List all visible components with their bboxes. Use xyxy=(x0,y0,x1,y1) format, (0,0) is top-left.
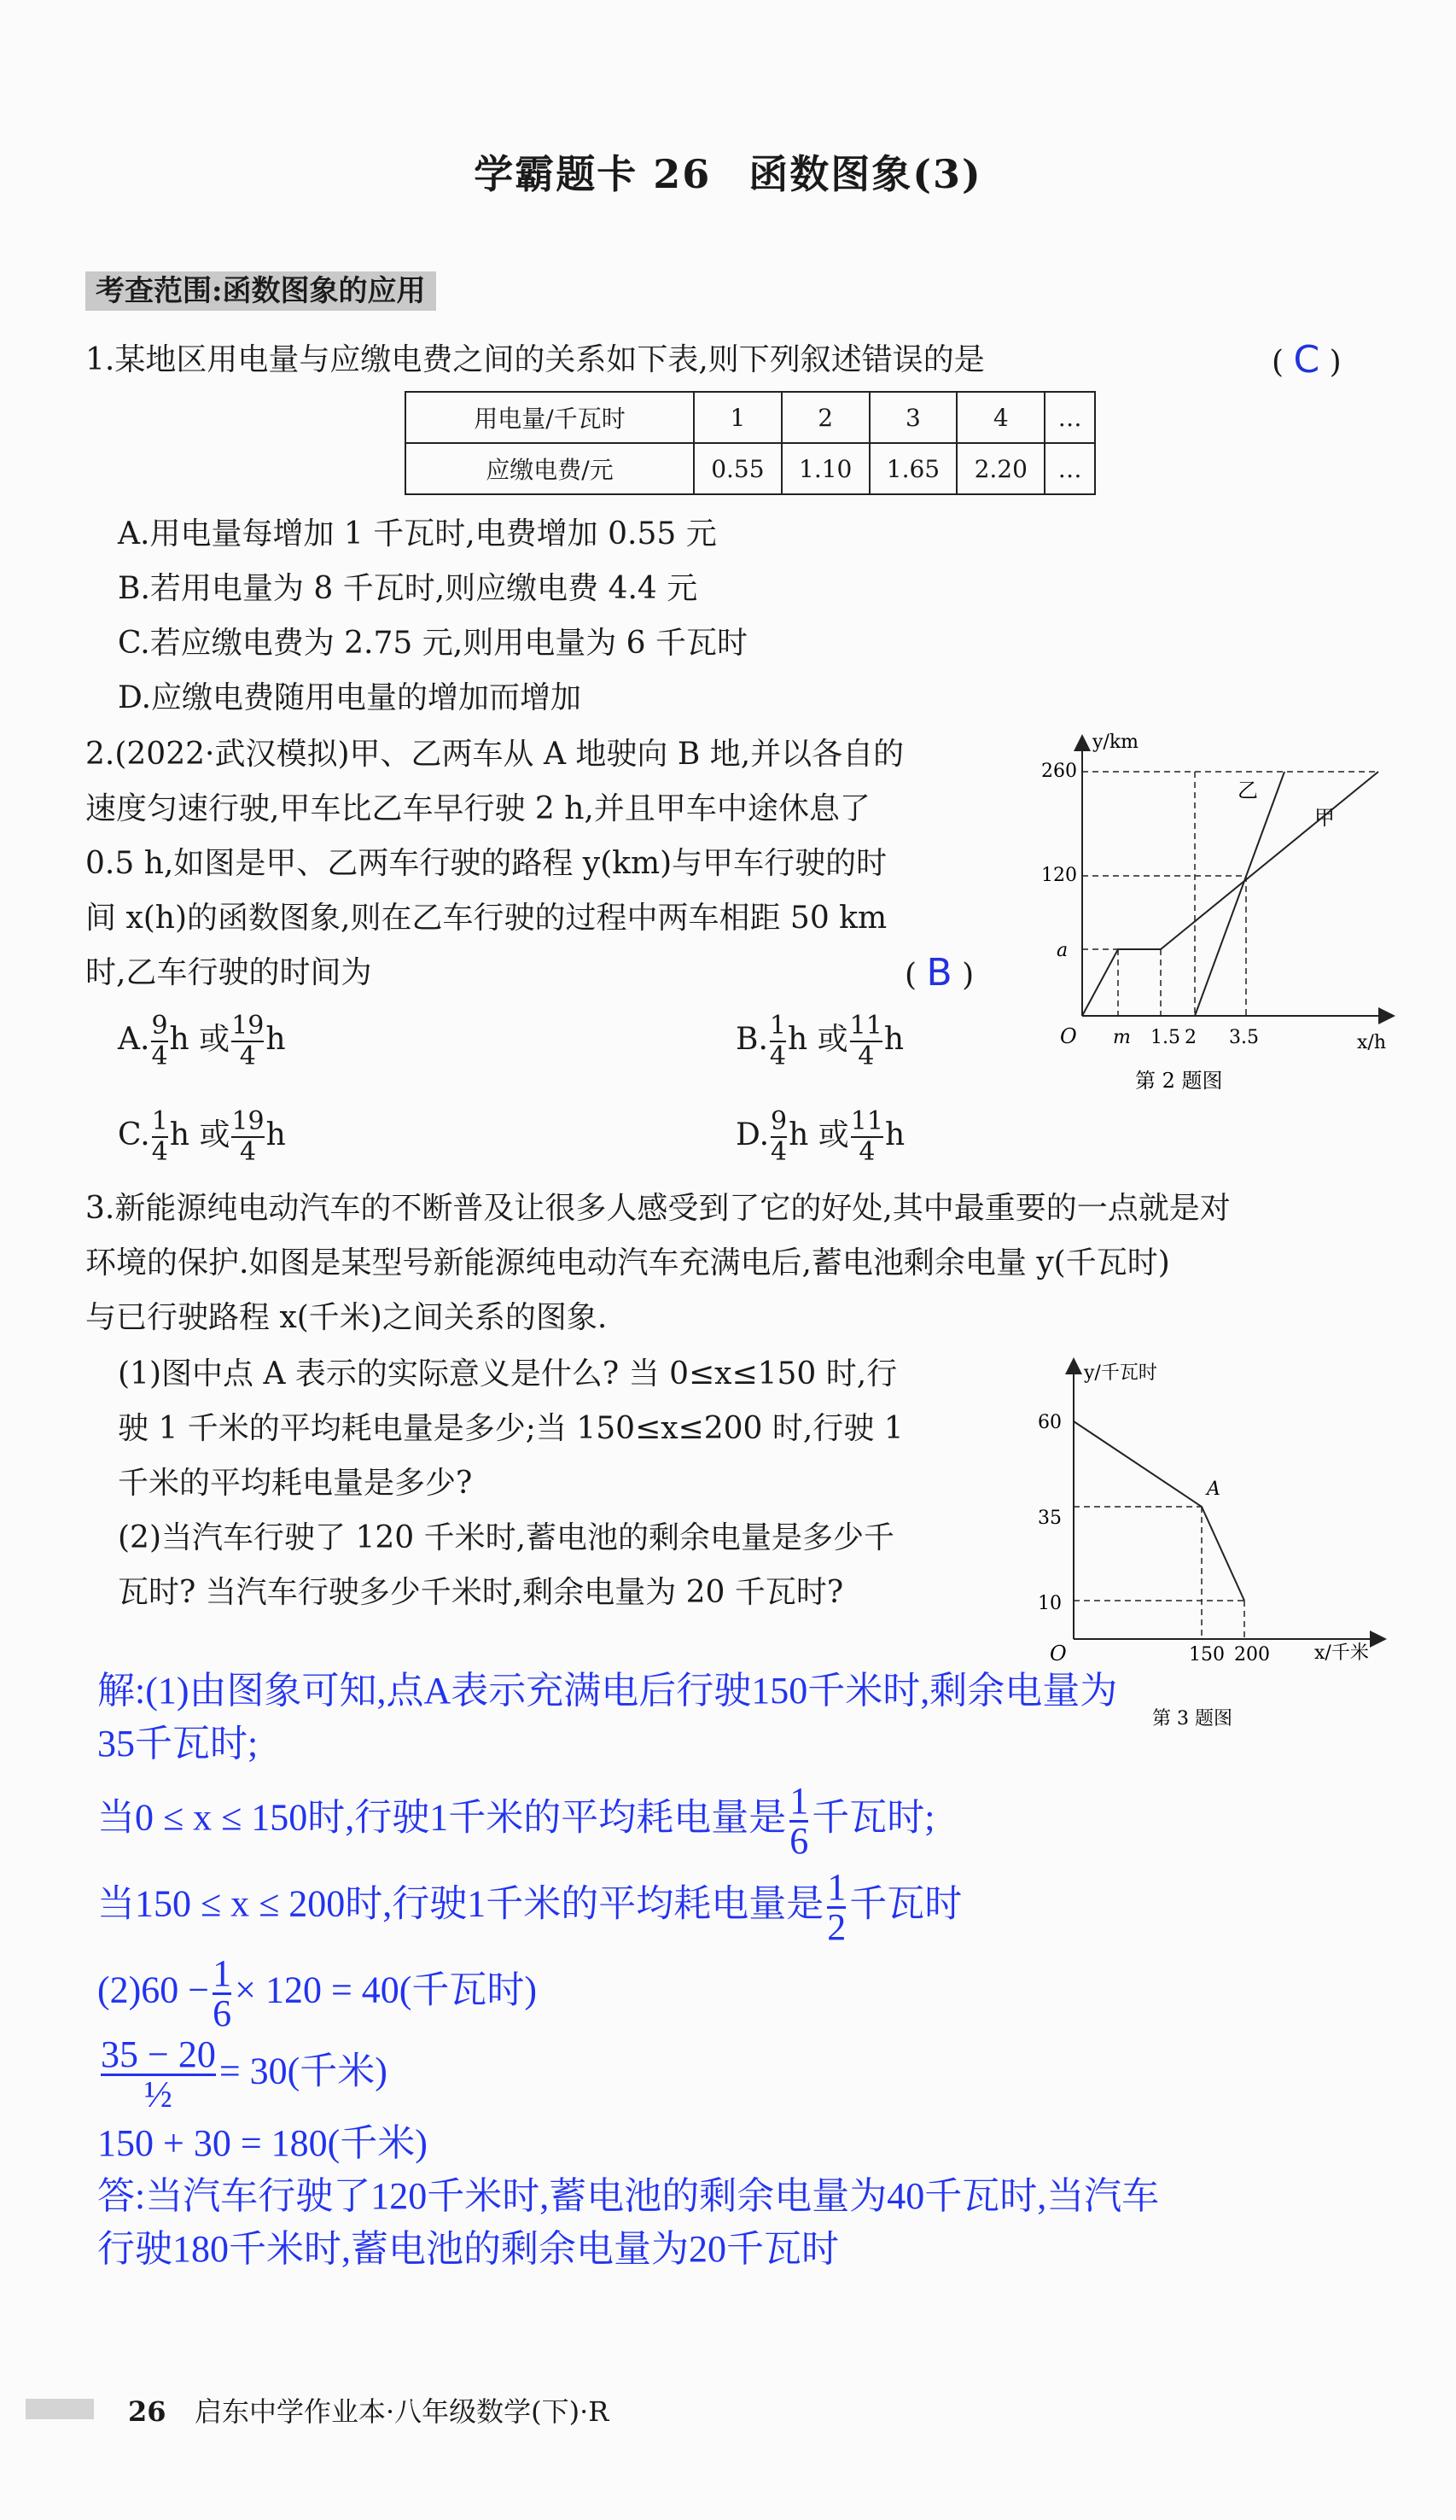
y-tick: 10 xyxy=(1038,1593,1062,1614)
origin-label: O xyxy=(1050,1642,1067,1665)
table-cell: … xyxy=(1045,443,1095,494)
q3-line-graph xyxy=(1074,1421,1244,1601)
title-main: 学霸题卡 26 xyxy=(474,151,712,197)
x-axis-label: x/千米 xyxy=(1314,1642,1369,1664)
title-sub: 函数图象(3) xyxy=(748,151,982,197)
q3-sub1-line: 千米的平均耗电量是多少? xyxy=(118,1466,473,1501)
solution xyxy=(97,1665,1429,2276)
q1-option-c: C.若应缴电费为 2.75 元,则用电量为 6 千瓦时 xyxy=(118,626,748,661)
y-axis-label: y/km xyxy=(1092,732,1139,753)
q1-answer: C xyxy=(1293,338,1320,382)
table-cell: 3 xyxy=(870,392,958,443)
q2-line: 速度匀速行驶,甲车比乙车早行驶 2 h,并且甲车中途休息了 xyxy=(85,791,871,826)
q2-option-a: A. $\frac{9}{4}$ h 或 $\frac{19}{4}$ h xyxy=(118,1011,286,1071)
q1-answer-bracket: ( C ) xyxy=(1272,338,1342,382)
page-number: 26 xyxy=(128,2395,166,2428)
q3-line: 环境的保护.如图是某型号新能源纯电动汽车充满电后,蓄电池剩余电量 y(千瓦时) xyxy=(85,1245,1170,1280)
solution-line: 解:(1)由图象可知,点A表示充满电后行驶150千米时,剩余电量为 xyxy=(97,1670,1118,1712)
q3-sub1-line: 驶 1 千米的平均耗电量是多少;当 150≤x≤200 时,行驶 1 xyxy=(118,1411,904,1446)
y-tick: 60 xyxy=(1038,1412,1062,1433)
x-tick: 200 xyxy=(1234,1644,1270,1665)
q2-option-b: B. $\frac{1}{4}$ h 或 $\frac{11}{4}$ h xyxy=(736,1011,905,1071)
x-tick: 3.5 xyxy=(1229,1027,1259,1048)
q2-line: 0.5 h,如图是甲、乙两车行驶的路程 y(km)与甲车行驶的时 xyxy=(85,846,888,881)
q1-table xyxy=(405,391,1096,495)
q2-line: 时,乙车行驶的时间为 xyxy=(85,955,372,990)
y-axis-label: y/千瓦时 xyxy=(1084,1362,1157,1384)
table-cell: 1 xyxy=(694,392,782,443)
y-tick: a xyxy=(1057,940,1069,961)
x-tick: 1.5 xyxy=(1150,1027,1180,1048)
q3-line: 与已行驶路程 x(千米)之间关系的图象. xyxy=(85,1300,608,1335)
x-axis-label: x/h xyxy=(1357,1032,1386,1053)
x-tick: 150 xyxy=(1189,1644,1225,1665)
solution-line: 行驶180千米时,蓄电池的剩余电量为20千瓦时 xyxy=(97,2228,839,2270)
solution-line: (2)60 − $\frac{1}{6}$ × 120 = 40(千瓦时) xyxy=(97,1952,538,2034)
q2-graph xyxy=(1041,726,1400,1110)
q1-option-b: B.若用电量为 8 千瓦时,则应缴电费 4.4 元 xyxy=(118,571,698,606)
series-label-yi: 乙 xyxy=(1238,779,1258,802)
solution-line: 当150 ≤ x ≤ 200时,行驶1千米的平均耗电量是 $\frac{1}{2}$ 千瓦时 xyxy=(97,1866,963,1948)
q2-stem xyxy=(85,727,1007,1000)
q2-line: 间 x(h)的函数图象,则在乙车行驶的过程中两车相距 50 km xyxy=(85,901,888,936)
q3-stem xyxy=(85,1181,1417,1345)
solution-line: 35千瓦时; xyxy=(97,1723,259,1765)
x-tick: m xyxy=(1113,1027,1131,1048)
series-yi-line xyxy=(1195,772,1284,1016)
q1-stem: 1.某地区用电量与应缴电费之间的关系如下表,则下列叙述错误的是 xyxy=(85,342,985,377)
q2-option-d: D. $\frac{9}{4}$ h 或 $\frac{11}{4}$ h xyxy=(736,1106,906,1167)
q3-caption: 第 3 题图 xyxy=(1152,1708,1232,1730)
q2-line: 2.(2022·武汉模拟)甲、乙两车从 A 地驶向 B 地,并以各自的 xyxy=(85,737,905,772)
table-cell: 应缴电费/元 xyxy=(405,443,694,494)
q2-caption: 第 2 题图 xyxy=(1135,1069,1223,1093)
q1-options xyxy=(118,507,748,726)
point-a-label: A xyxy=(1207,1479,1220,1500)
q3-sub2-line: (2)当汽车行驶了 120 千米时,蓄电池的剩余电量是多少千 xyxy=(118,1520,895,1555)
table-cell: 1.65 xyxy=(870,443,958,494)
series-jia-line xyxy=(1082,772,1378,1016)
table-cell: 2 xyxy=(782,392,870,443)
page-title xyxy=(0,143,1456,200)
table-cell: 0.55 xyxy=(694,443,782,494)
solution-line: 35 − 20 ½ = 30(千米) xyxy=(101,2033,387,2115)
table-cell: … xyxy=(1045,392,1095,443)
q2-answer-bracket: ( B ) xyxy=(905,951,975,995)
x-tick: 2 xyxy=(1185,1027,1197,1048)
y-tick: 35 xyxy=(1038,1508,1062,1529)
q3-sub1-line: (1)图中点 A 表示的实际意义是什么? 当 0≤x≤150 时,行 xyxy=(118,1356,898,1391)
footer-bar xyxy=(26,2399,94,2419)
q1-option-a: A.用电量每增加 1 千瓦时,电费增加 0.55 元 xyxy=(118,516,717,551)
table-row xyxy=(405,392,1095,443)
solution-line: 答:当汽车行驶了120千米时,蓄电池的剩余电量为40千瓦时,当汽车 xyxy=(97,2175,1160,2217)
scope-banner: 考查范围:函数图象的应用 xyxy=(85,271,436,311)
table-cell: 4 xyxy=(957,392,1045,443)
q3-line: 3.新能源纯电动汽车的不断普及让很多人感受到了它的好处,其中最重要的一点就是对 xyxy=(85,1191,1231,1226)
y-tick: 260 xyxy=(1041,761,1077,782)
solution-line: 150 + 30 = 180(千米) xyxy=(97,2122,428,2164)
footer-text: 启东中学作业本·八年级数学(下)·R xyxy=(194,2395,609,2428)
q3-sub2-line: 瓦时? 当汽车行驶多少千米时,剩余电量为 20 千瓦时? xyxy=(118,1575,844,1610)
series-label-jia: 甲 xyxy=(1314,806,1335,830)
table-row xyxy=(405,443,1095,494)
table-cell: 1.10 xyxy=(782,443,870,494)
q1-option-d: D.应缴电费随用电量的增加而增加 xyxy=(118,680,582,715)
q2-answer: B xyxy=(926,951,952,995)
origin-label: O xyxy=(1060,1024,1077,1048)
table-cell: 2.20 xyxy=(957,443,1045,494)
y-tick: 120 xyxy=(1041,865,1077,886)
q3-sub1 xyxy=(118,1347,1022,1620)
q2-option-c: C. $\frac{1}{4}$ h 或 $\frac{19}{4}$ h xyxy=(118,1106,286,1167)
solution-line: 当0 ≤ x ≤ 150时,行驶1千米的平均耗电量是 $\frac{1}{6}$ 千瓦时; xyxy=(97,1780,935,1862)
table-cell: 用电量/千瓦时 xyxy=(405,392,694,443)
footer xyxy=(128,2390,609,2430)
